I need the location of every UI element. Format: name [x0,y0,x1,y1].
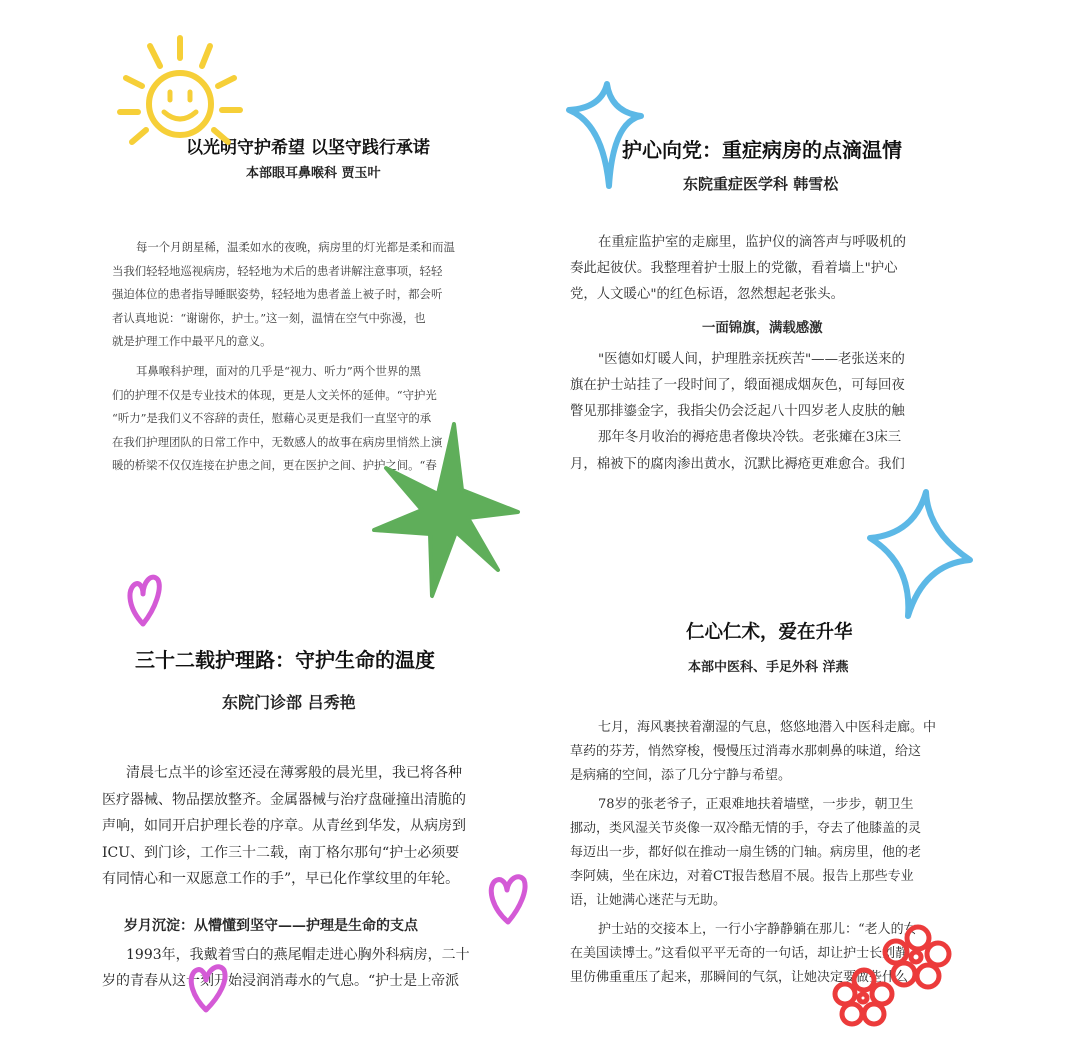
article-4-text-line: 里仿佛重重压了起来，那瞬间的气氛，让她决定要做些什么 [570,969,909,985]
article-1-text-line: 强迫体位的患者指导睡眠姿势，轻轻地为患者盖上被子时，都会听 [112,287,443,302]
article-3-text-line: 声响，如同开启护理长卷的序章。从青丝到华发，从病房到 [102,818,466,835]
article-2-text-line: 旗在护士站挂了一段时间了，缎面褪成烟灰色，可每回夜 [570,378,905,394]
article-2-text-line: 党，人文暖心"的红色标语，忽然想起老张头。 [570,287,844,303]
flower-icon [834,968,894,1026]
article-1-byline: 本部眼耳鼻喉科 贾玉叶 [246,166,381,181]
article-3-text-line: ICU、到门诊，工作三十二载，南丁格尔那句“护士必须要 [102,844,460,861]
article-2-text-line: 月，棉被下的腐肉渗出黄水，沉默比褥疮更难愈合。我们 [570,456,905,472]
article-2-title: 护心向党：重症病房的点滴温情 [622,138,902,162]
article-1-text-line: 在我们护理团队的日常工作中，无数感人的故事在病房里悄然上演 [112,434,443,449]
article-1-text-line: 当我们轻轻地巡视病房，轻轻地为术后的患者讲解注意事项，轻轻 [112,263,443,278]
article-4-text-line: 语，让她满心迷茫与无助。 [570,892,727,908]
heart-icon [186,958,228,1014]
article-3-text-line: 岁的青春从这一刻开始浸润消毒水的气息。“护士是上帝派 [102,973,460,990]
article-4-text-line: 是病痛的空间，添了几分宁静与希望。 [570,767,792,783]
article-2-text-line: "医德如灯暖人间，护理胜亲抚疾苦"——老张送来的 [598,351,905,367]
flower-icon [884,924,952,988]
article-3-text-line: 清晨七点半的诊室还浸在薄雾般的晨光里，我已将各种 [126,765,462,781]
article-4-text-line: 护士站的交接本上，一行小字静静躺在那儿：“老人的女 [598,922,917,938]
article-3-text-line: 医疗器械、物品摆放整齐。金属器械与治疗盘碰撞出清脆的 [102,791,466,808]
article-2-text-line: 在重症监护室的走廊里，监护仪的滴答声与呼吸机的 [598,235,906,250]
sparkle-icon [866,488,974,620]
article-3-text-line: 有同情心和一双愿意工作的手”，早已化作掌纹里的年轮。 [102,871,460,888]
article-4-text-line: 每迈出一步，都好似在推动一扇生锈的门轴。病房里，他的老 [570,844,922,860]
article-4-text-line: 七月，海风裹挟着潮湿的气息，悠悠地潜入中医科走廊。中 [598,720,937,735]
article-4-text-line: 草药的芬芳，悄然穿梭，慢慢压过消毒水那刺鼻的味道，给这 [570,743,922,759]
article-1-text-line: 就是护理工作中最平凡的意义。 [112,334,272,349]
article-4-title: 仁心仁术，爱在升华 [686,622,853,643]
article-1-text-line: “听力”是我们义不容辞的责任，慰藉心灵更是我们一直坚守的承 [112,411,432,426]
heart-icon [124,568,162,630]
heart-icon [486,868,528,926]
article-4-byline: 本部中医科、手足外科 洋燕 [688,660,849,675]
article-4-text-line: 78岁的张老爷子，正艰难地扶着墙壁，一步步，朝卫生 [598,797,914,813]
article-3-subheading: 岁月沉淀：从懵懂到坚守——护理是生命的支点 [124,917,418,934]
article-2-text-line: 那年冬月收治的褥疮患者像块冷铁。老张瘫在3床三 [598,430,902,446]
article-1-text-line: 耳鼻喉科护理，面对的几乎是“视力、听力”两个世界的黑 [136,363,422,378]
article-2-text-line: 瞥见那排鎏金字，我指尖仍会泛起八十四岁老人皮肤的触 [570,404,905,420]
star-icon [372,420,522,600]
article-1-text-line: 每一个月朗星稀，温柔如水的夜晚，病房里的灯光都是柔和而温 [136,240,455,254]
article-2-subheading: 一面锦旗，满载感激 [702,319,823,336]
article-3-text-line: 1993年，我戴着雪白的燕尾帽走进心胸外科病房，二十 [126,946,470,963]
article-1-text-line: 者认真地说：“谢谢你，护士。”这一刻，温情在空气中弥漫，也 [112,310,426,325]
article-2-body [570,230,970,500]
sun-icon [112,26,252,156]
article-1-text-line: 们的护理不仅是专业技术的体现，更是人文关怀的延伸。“守护光 [112,387,437,402]
article-1-title: 以光明守护希望 以坚守践行承诺 [186,138,430,158]
article-4-text-line: 在美国读博士。”这看似平平无奇的一句话，却让护士长刘静 [570,946,909,962]
article-4-text-line: 李阿姨，坐在床边，对着CT报告愁眉不展。报告上那些专业 [570,868,914,884]
sparkle-icon [565,80,645,190]
article-4-text-line: 挪动，类风湿关节炎像一双冷酷无情的手，夺去了他膝盖的灵 [570,821,922,837]
article-2-text-line: 奏此起彼伏。我整理着护士服上的党徽，看着墙上"护心 [570,261,898,277]
article-2-byline: 东院重症医学科 韩雪松 [683,175,839,193]
article-1-text-line: 暖的桥梁不仅仅连接在护患之间，更在医护之间、护护之间。“春 [112,458,437,473]
article-3-title: 三十二载护理路：守护生命的温度 [135,648,435,672]
article-3-byline: 东院门诊部 吕秀艳 [222,693,356,712]
article-3-body [102,760,506,996]
